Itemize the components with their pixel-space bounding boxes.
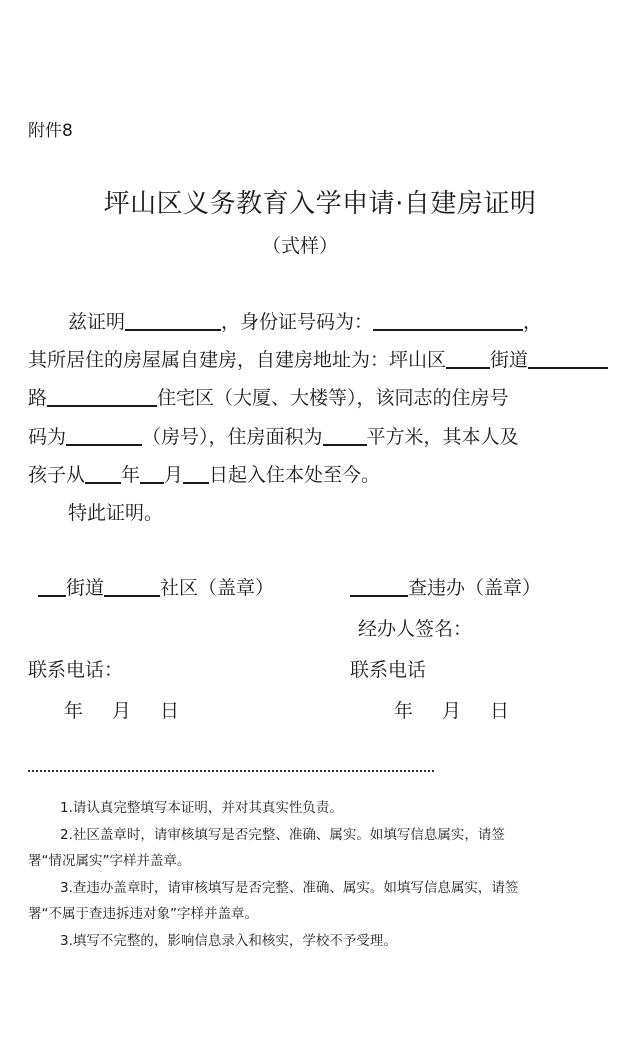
text-road: 路 — [28, 387, 48, 409]
text-address-intro: 其所居住的房屋属自建房，自建房地址为：坪山区 — [28, 349, 447, 371]
id-number-blank[interactable] — [373, 311, 523, 331]
left-date-month: 月 — [112, 700, 132, 722]
dotted-separator — [28, 770, 434, 772]
month-blank[interactable] — [140, 464, 164, 484]
right-date-year: 年 — [394, 700, 414, 722]
text-comma: ， — [523, 311, 543, 333]
text-year: 年 — [121, 464, 141, 486]
text-community-stamp: 社区（盖章） — [160, 577, 275, 599]
left-date-year: 年 — [64, 700, 84, 722]
body-line-1 — [68, 307, 542, 334]
road-blank[interactable] — [47, 387, 157, 407]
note-2-line-2: 署“情况属实”字样并盖章。 — [28, 853, 191, 869]
text-child-from: 孩子从 — [28, 464, 86, 486]
text-number-prefix: 码为 — [28, 426, 67, 448]
note-3-line-1: 3.查违办盖章时，请审核填写是否完整、准确、属实。如填写信息属实，请签 — [60, 880, 519, 896]
document-title: 坪山区义务教育入学申请·自建房证明 — [103, 189, 537, 219]
right-date — [394, 696, 509, 723]
note-2-line-1: 2.社区盖章时，请审核填写是否完整、准确、属实。如填写信息属实，请签 — [60, 827, 505, 843]
left-date — [64, 696, 179, 723]
text-street: 街道 — [490, 349, 529, 371]
body-line-6 — [68, 498, 163, 525]
body-line-5 — [28, 460, 380, 487]
district-blank[interactable] — [446, 349, 490, 369]
text-id-number: ，身份证号码为： — [221, 311, 374, 333]
text-room-area: （房号），住房面积为 — [142, 426, 323, 448]
text-day-since: 日起入住本处至今。 — [209, 464, 381, 486]
note-1: 1.请认真完整填写本证明，并对其真实性负责。 — [60, 800, 343, 816]
handler-signature-label: 经办人签名： — [358, 618, 473, 640]
area-blank[interactable] — [323, 426, 367, 446]
name-blank[interactable] — [125, 311, 221, 331]
right-phone-label: 联系电话 — [350, 659, 427, 681]
attachment-label: 附件8 — [28, 121, 73, 141]
street-blank[interactable] — [528, 349, 608, 369]
text-certify: 兹证明 — [68, 311, 126, 333]
year-blank[interactable] — [85, 464, 121, 484]
community-stamp-line — [38, 573, 274, 600]
body-line-3 — [28, 383, 509, 410]
text-residential: 住宅区（大厦、大楼等），该同志的住房号 — [157, 387, 509, 409]
text-street-stamp: 街道 — [66, 577, 105, 599]
right-date-month: 月 — [442, 700, 462, 722]
body-line-2 — [28, 345, 608, 372]
text-month: 月 — [164, 464, 184, 486]
day-blank[interactable] — [183, 464, 209, 484]
note-3-line-2: 署“不属于查违拆违对象”字样并盖章。 — [28, 906, 258, 922]
left-date-day: 日 — [160, 700, 180, 722]
office-blank[interactable] — [350, 577, 408, 597]
text-square-meters: 平方米，其本人及 — [366, 426, 519, 448]
community-blank[interactable] — [104, 577, 160, 597]
street-stamp-blank[interactable] — [38, 577, 66, 597]
text-inspection-office: 查违办（盖章） — [408, 577, 542, 599]
room-number-blank[interactable] — [66, 426, 142, 446]
left-phone-label: 联系电话： — [28, 659, 124, 681]
inspection-office-stamp-line — [350, 573, 541, 600]
text-hereby-certify: 特此证明。 — [68, 502, 164, 524]
document-subtitle: （式样） — [261, 235, 338, 257]
body-line-4 — [28, 422, 519, 449]
right-date-day: 日 — [490, 700, 510, 722]
note-4: 3.填写不完整的，影响信息录入和核实，学校不予受理。 — [60, 933, 397, 949]
